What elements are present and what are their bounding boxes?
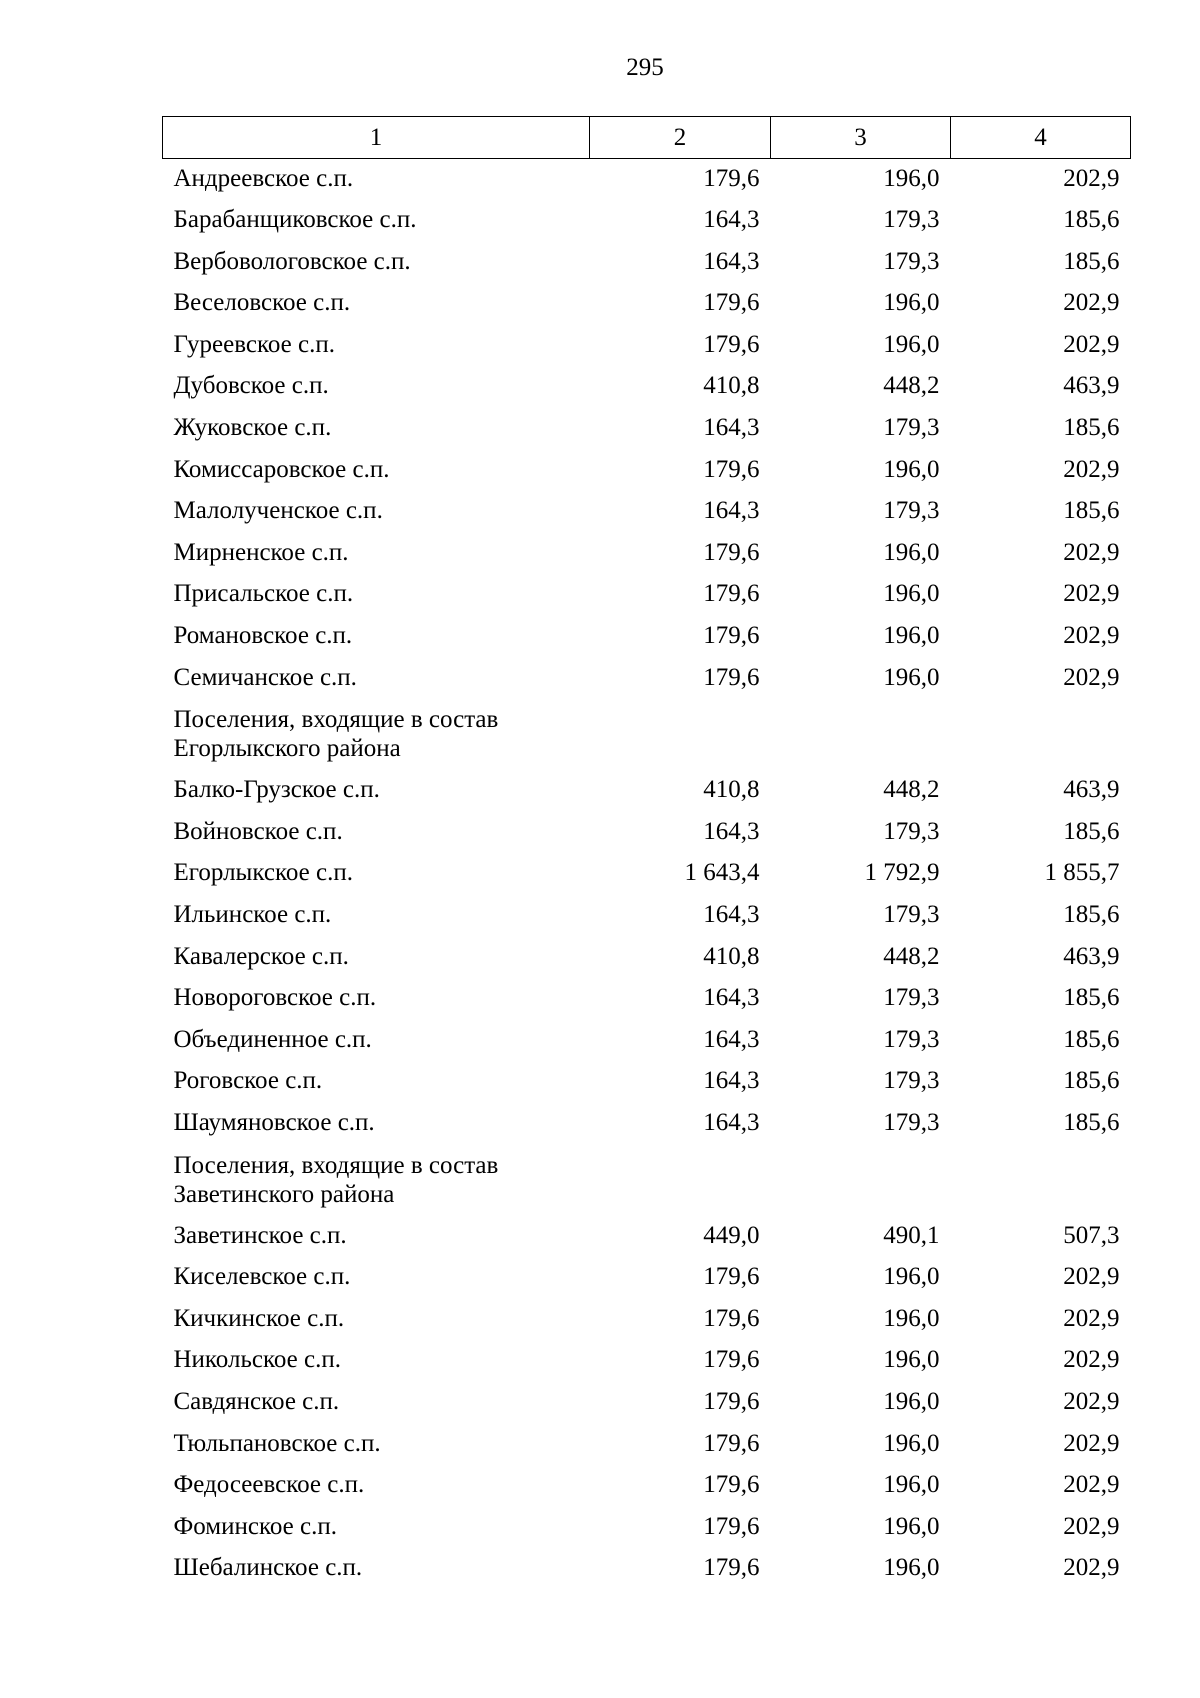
value-col-4: 202,9 [1063,1512,1120,1540]
value-col-2: 179,6 [703,165,760,192]
table-row [163,1061,1131,1103]
settlement-name: Кавалерское с.п. [173,942,349,970]
settlement-name: Никольское с.п. [173,1346,341,1374]
settlement-name: Комиссаровское с.п. [173,455,390,483]
empty-cell [951,1145,1131,1216]
header-col-4: 4 [951,117,1131,159]
table-row [163,616,1131,658]
empty-cell [951,699,1131,770]
value-col-2: 164,3 [703,817,760,845]
table-row [163,853,1131,895]
settlement-name: Новороговское с.п. [173,984,377,1012]
value-col-2: 179,6 [703,622,760,650]
table-row [163,533,1131,575]
table-row [163,159,1131,201]
settlement-name: Киселевское с.п. [173,1263,351,1291]
settlement-name: Савдянское с.п. [173,1387,340,1415]
group-heading-line: Егорлыкского района [173,735,401,763]
value-col-4: 185,6 [1063,984,1120,1012]
value-col-3: 196,0 [883,1471,940,1499]
value-col-2: 179,6 [703,538,760,566]
table-row [163,1507,1131,1549]
table-row [163,658,1131,700]
value-col-4: 202,9 [1063,538,1120,566]
settlement-name: Ильинское с.п. [173,901,332,928]
settlement-name: Мирненское с.п. [173,538,349,566]
settlement-name: Шаумяновское с.п. [173,1108,375,1136]
value-col-3: 179,3 [883,247,940,275]
settlement-name: Роговское с.п. [173,1067,323,1095]
value-col-2: 164,3 [703,206,760,234]
value-col-3: 196,0 [883,1387,940,1415]
value-col-3: 196,0 [883,1263,940,1291]
value-col-4: 463,9 [1063,942,1120,970]
value-col-4: 185,6 [1063,206,1120,234]
value-col-4: 185,6 [1063,901,1120,928]
settlement-name: Егорлыкское с.п. [173,859,353,887]
settlement-name: Дубовское с.п. [173,372,329,400]
value-col-3: 179,3 [883,1067,940,1095]
settlement-name: Шебалинское с.п. [173,1554,363,1582]
table-row [163,1424,1131,1466]
value-col-2: 164,3 [703,1108,760,1136]
table-row [163,937,1131,979]
value-col-3: 196,0 [883,580,940,608]
value-col-3: 448,2 [883,942,940,970]
table-row [163,1382,1131,1424]
empty-cell [771,1145,951,1216]
table-header [163,117,1131,159]
value-col-4: 507,3 [1063,1221,1120,1249]
value-col-4: 185,6 [1063,1108,1120,1136]
value-col-4: 202,9 [1063,1304,1120,1332]
settlement-name: Вербовологовское с.п. [173,247,411,275]
group-heading [163,1145,590,1216]
value-col-3: 196,0 [883,455,940,483]
table-row [163,1548,1131,1590]
value-col-3: 179,3 [883,1025,940,1053]
value-col-3: 196,0 [883,622,940,650]
value-col-2: 164,3 [703,414,760,442]
empty-cell [590,1145,771,1216]
value-col-2: 179,6 [703,330,760,358]
value-col-3: 196,0 [883,1512,940,1540]
value-col-3: 179,3 [883,414,940,442]
group-heading [163,699,590,770]
value-col-3: 179,3 [883,817,940,845]
value-col-4: 202,9 [1063,455,1120,483]
table-row [163,325,1131,367]
table-row [163,1257,1131,1299]
value-col-2: 164,3 [703,497,760,525]
value-col-2: 410,8 [703,776,760,804]
value-col-3: 490,1 [883,1221,940,1249]
value-col-3: 196,0 [883,1304,940,1332]
table-row [163,812,1131,854]
table-row [163,1299,1131,1341]
settlement-name: Присальское с.п. [173,580,354,608]
settlement-name: Малолученское с.п. [173,497,383,525]
value-col-3: 196,0 [883,165,940,192]
settlement-name: Андреевское с.п. [173,165,354,192]
value-col-2: 179,6 [703,289,760,317]
value-col-2: 179,6 [703,1429,760,1457]
empty-cell [590,699,771,770]
value-col-4: 202,9 [1063,1346,1120,1374]
group-heading-row [163,699,1131,770]
value-col-2: 179,6 [703,1512,760,1540]
value-col-2: 179,6 [703,1346,760,1374]
value-col-4: 202,9 [1063,622,1120,650]
value-col-3: 196,0 [883,663,940,691]
table-row [163,1103,1131,1145]
table-row [163,978,1131,1020]
settlement-name: Войновское с.п. [173,817,343,845]
value-col-2: 179,6 [703,663,760,691]
table-row [163,1465,1131,1507]
table-row [163,408,1131,450]
value-col-3: 1 792,9 [864,859,940,887]
value-col-4: 202,9 [1063,1554,1120,1582]
value-col-4: 185,6 [1063,817,1120,845]
value-col-4: 202,9 [1063,330,1120,358]
table-body [163,159,1131,1590]
value-col-4: 202,9 [1063,1471,1120,1499]
value-col-2: 179,6 [703,455,760,483]
group-heading-line: Поселения, входящие в состав [173,1151,499,1179]
value-col-3: 196,0 [883,330,940,358]
settlement-name: Барабанщиковское с.п. [173,206,417,234]
settlement-name: Кичкинское с.п. [173,1304,345,1332]
table-row [163,450,1131,492]
settlement-name: Федосеевское с.п. [173,1471,365,1499]
settlement-name: Заветинское с.п. [173,1221,347,1249]
value-col-4: 185,6 [1063,1067,1120,1095]
value-col-2: 164,3 [703,1025,760,1053]
group-heading-line: Поселения, входящие в состав [173,706,499,734]
value-col-4: 185,6 [1063,1025,1120,1053]
page-number: 295 [626,54,664,81]
value-col-3: 179,3 [883,1108,940,1136]
table-row [163,895,1131,937]
value-col-2: 179,6 [703,1387,760,1415]
settlement-name: Семичанское с.п. [173,663,357,691]
settlement-name: Жуковское с.п. [173,414,332,442]
value-col-2: 179,6 [703,1554,760,1582]
value-col-4: 185,6 [1063,414,1120,442]
header-col-2: 2 [590,117,771,159]
table-row [163,574,1131,616]
table-row [163,770,1131,812]
value-col-2: 449,0 [703,1221,760,1249]
value-col-2: 179,6 [703,580,760,608]
value-col-2: 164,3 [703,1067,760,1095]
data-table [162,116,1131,1590]
settlement-name: Веселовское с.п. [173,289,351,317]
group-heading-row [163,1145,1131,1216]
value-col-4: 463,9 [1063,776,1120,804]
settlement-name: Гуреевское с.п. [173,330,335,358]
value-col-2: 164,3 [703,901,760,928]
value-col-3: 196,0 [883,289,940,317]
value-col-3: 179,3 [883,497,940,525]
value-col-3: 448,2 [883,372,940,400]
value-col-4: 1 855,7 [1044,859,1120,887]
settlement-name: Фоминское с.п. [173,1512,337,1540]
group-heading-line: Заветинского района [173,1180,395,1208]
value-col-3: 196,0 [883,1346,940,1374]
value-col-2: 179,6 [703,1263,760,1291]
value-col-3: 179,3 [883,206,940,234]
value-col-4: 202,9 [1063,580,1120,608]
value-col-2: 164,3 [703,247,760,275]
value-col-3: 196,0 [883,538,940,566]
value-col-2: 410,8 [703,372,760,400]
value-col-3: 196,0 [883,1429,940,1457]
value-col-4: 202,9 [1063,663,1120,691]
value-col-4: 202,9 [1063,165,1120,192]
header-row [163,117,1131,159]
settlement-name: Балко-Грузское с.п. [173,776,380,804]
data-table-container [162,116,1130,1590]
value-col-2: 1 643,4 [684,859,760,887]
table-row [163,366,1131,408]
value-col-3: 179,3 [883,901,940,928]
value-col-4: 202,9 [1063,289,1120,317]
value-col-4: 202,9 [1063,1263,1120,1291]
empty-cell [771,699,951,770]
value-col-4: 463,9 [1063,372,1120,400]
table-row [163,200,1131,242]
table-row [163,1340,1131,1382]
value-col-3: 196,0 [883,1554,940,1582]
value-col-4: 202,9 [1063,1429,1120,1457]
value-col-2: 164,3 [703,984,760,1012]
table-row [163,283,1131,325]
settlement-name: Объединенное с.п. [173,1025,372,1053]
value-col-2: 179,6 [703,1471,760,1499]
header-col-3: 3 [771,117,951,159]
value-col-4: 185,6 [1063,247,1120,275]
value-col-4: 185,6 [1063,497,1120,525]
settlement-name: Тюльпановское с.п. [173,1429,381,1457]
header-col-1: 1 [163,117,590,159]
value-col-2: 179,6 [703,1304,760,1332]
value-col-2: 410,8 [703,942,760,970]
table-row [163,242,1131,284]
table-row [163,491,1131,533]
value-col-3: 179,3 [883,984,940,1012]
table-row [163,1216,1131,1258]
value-col-3: 448,2 [883,776,940,804]
value-col-4: 202,9 [1063,1387,1120,1415]
settlement-name: Романовское с.п. [173,622,353,650]
table-row [163,1020,1131,1062]
